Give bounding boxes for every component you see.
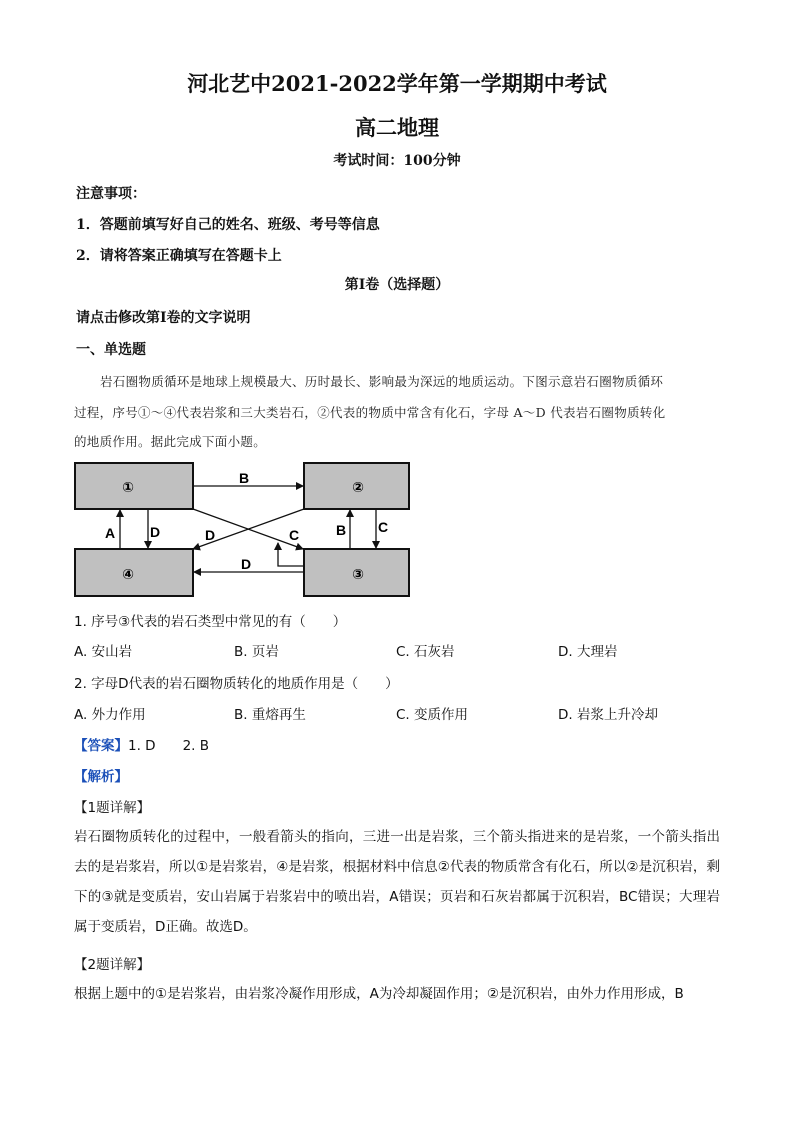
question-1-stem: 1. 序号③代表的岩石类型中常见的有（ ） [74,614,347,630]
note-item-1: 1．答题前填写好自己的姓名、班级、考号等信息 [76,217,380,233]
material-line-1: 岩石圈物质循环是地球上规模最大、历时最长、影响最为深远的地质运动。下图示意岩石圈物质循环 [100,374,664,389]
label-cross-D: D [204,527,216,543]
q2-option-a[interactable]: A. 外力作用 [74,707,146,723]
box-1-label: ① [122,479,134,495]
detail-2-label: 【2题详解】 [74,957,151,973]
label-right-B: B [335,522,347,538]
detail-2-text: 根据上题中的①是岩浆岩，由岩浆冷凝作用形成，A为冷却凝固作用；②是沉积岩，由外力作用形成，B [74,986,684,1002]
q2-option-d[interactable]: D. 岩浆上升冷却 [558,707,658,723]
section-heading: 一、单选题 [76,342,146,358]
box-1 [75,463,193,509]
rock-cycle-diagram [70,458,410,604]
edit-hint[interactable]: 请点击修改第I卷的文字说明 [76,310,251,326]
box-4-label: ④ [122,566,134,582]
q1-option-c[interactable]: C. 石灰岩 [396,644,455,660]
q1-option-d[interactable]: D. 大理岩 [558,644,618,660]
exam-time: 考试时间：100分钟 [333,153,461,169]
part-title: 第I卷（选择题） [344,277,450,293]
subject-title: 高二地理 [355,115,439,140]
label-top-B: B [238,470,250,486]
note-item-2: 2．请将答案正确填写在答题卡上 [76,248,282,264]
answer-line [74,734,209,754]
q1-option-b[interactable]: B. 页岩 [234,644,279,660]
notes-heading: 注意事项： [76,186,146,202]
analysis-line [74,765,128,785]
answer-label: 【答案】 [74,738,128,754]
label-left-A: A [104,525,116,541]
q1-option-a[interactable]: A. 安山岩 [74,644,133,660]
analysis-label: 【解析】 [74,769,128,785]
arrow-cross-C [278,543,304,566]
box-3-label: ③ [352,566,364,582]
material-line-2: 过程，序号①～④代表岩浆和三大类岩石，②代表的物质中常含有化石，字母 A～D 代表岩石圈物质转化 [74,405,666,420]
box-2-label: ② [352,479,364,495]
detail-1-label: 【1题详解】 [74,800,151,816]
detail-1-text: 岩石圈物质转化的过程中，一般看箭头的指向，三进一出是岩浆，三个箭头指进来的是岩浆，一个箭头指出去的是岩浆岩，所以①是岩浆岩，④是岩浆，根据材料中信息②代表的物质常含有化石，所以②是沉积岩，剩下的③就是变质岩，安山岩属于岩浆岩中的喷出岩，A错误；页岩和石灰岩都属于沉积岩，BC错误；大理岩属于变质岩，D正确。故选D。 [74,829,720,935]
box-4 [75,549,193,596]
exam-title: 河北艺中2021-2022学年第一学期期中考试 [187,71,607,96]
material-line-3: 的地质作用。据此完成下面小题。 [74,434,267,449]
label-right-C: C [377,519,389,535]
label-left-D: D [149,524,161,540]
q2-option-c[interactable]: C. 变质作用 [396,707,469,723]
question-2-stem: 2. 字母D代表的岩石圈物质转化的地质作用是（ ） [74,676,399,692]
answer-text: 1. D 2. B [128,738,209,754]
label-bottom-D: D [240,556,252,572]
label-cross-C: C [288,527,300,543]
q2-option-b[interactable]: B. 重熔再生 [234,707,306,723]
